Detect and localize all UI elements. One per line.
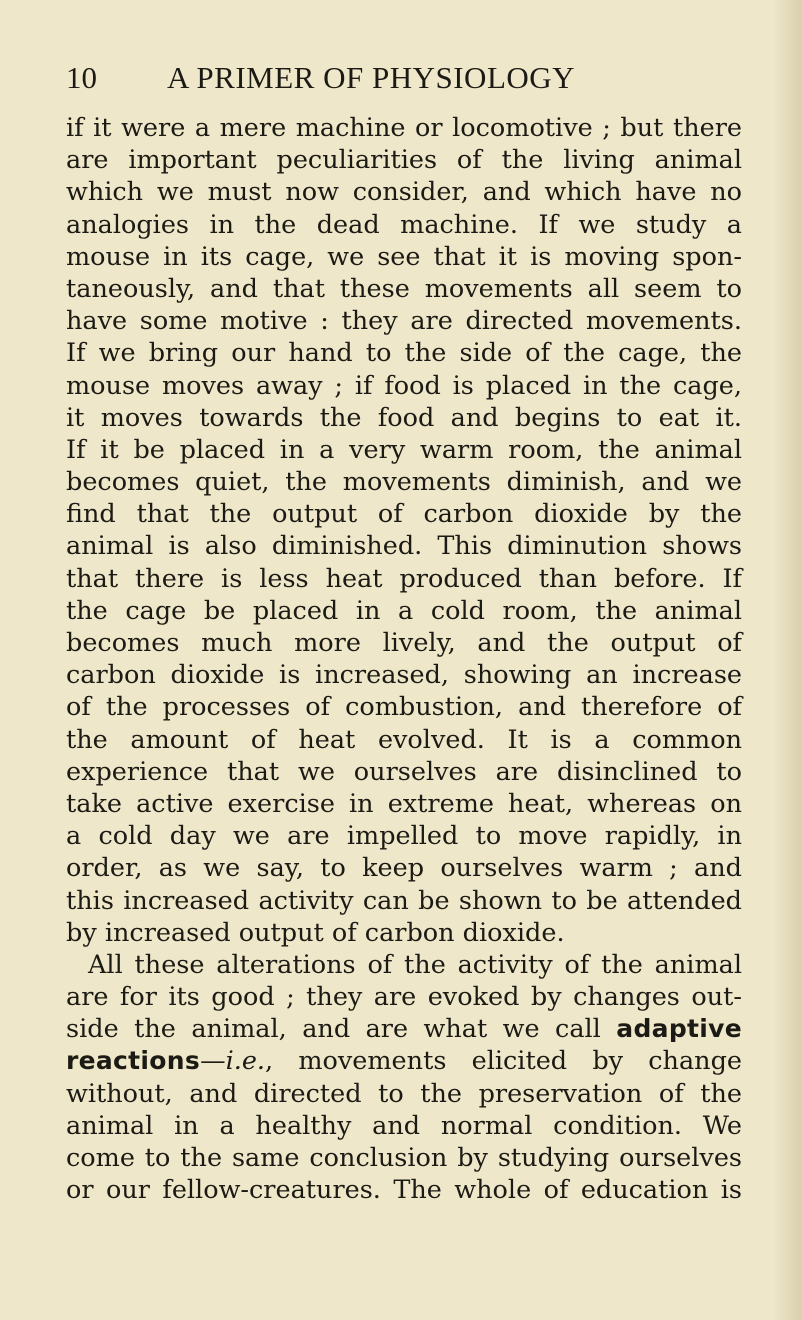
text-segment: side the animal, and are what we call: [66, 1014, 617, 1045]
text-line: are for its good ; they are evoked by changes out-: [66, 982, 742, 1013]
text-line: experience that we ourselves are disinclined to: [66, 756, 742, 787]
key-term: reactions: [66, 1046, 201, 1076]
text-line: If we bring our hand to the side of the cage, the: [66, 338, 742, 369]
text-segment: , movements elicited by change: [265, 1046, 742, 1077]
text-line: analogies in the dead machine. If we study a: [66, 209, 742, 240]
text-line: without, and directed to the preservation of the: [66, 1078, 742, 1109]
text-line-with-term: [66, 1045, 742, 1077]
text-line: are important peculiarities of the living animal: [66, 145, 742, 176]
text-line: by increased output of carbon dioxide.: [66, 917, 565, 948]
text-line: of the processes of combustion, and therefore of: [66, 692, 742, 723]
text-line: find that the output of carbon dioxide by the: [66, 499, 742, 530]
text-line: animal is also diminished. This diminution shows: [66, 531, 742, 562]
text-line: taneously, and that these movements all seem to: [66, 273, 742, 304]
text-line: mouse in its cage, we see that it is moving spon-: [66, 241, 742, 272]
text-line-with-term: [66, 1013, 742, 1045]
italic-abbreviation: i.e.: [225, 1046, 266, 1077]
text-line: a cold day we are impelled to move rapidly, in: [66, 821, 742, 852]
text-line: this increased activity can be shown to be attended: [66, 885, 742, 916]
text-line: come to the same conclusion by studying ourselves: [66, 1143, 742, 1173]
text-line: have some motive : they are directed movements.: [66, 306, 742, 337]
text-line: becomes much more lively, and the output of: [66, 628, 742, 658]
running-title: A PRIMER OF PHYSIOLOGY: [167, 60, 576, 95]
text-line: mouse moves away ; if food is placed in the cage,: [66, 370, 742, 401]
text-line: carbon dioxide is increased, showing an increase: [66, 660, 742, 691]
text-line: becomes quiet, the movements diminish, and we: [66, 467, 742, 498]
text-line: the cage be placed in a cold room, the animal: [66, 595, 742, 626]
text-line: take active exercise in extreme heat, whereas on: [66, 788, 742, 819]
page-edge-shadow: [773, 0, 801, 1320]
body-text: [66, 112, 742, 1206]
em-dash: —: [200, 1046, 226, 1077]
text-line: which we must now consider, and which have no: [66, 177, 742, 208]
text-line: animal in a healthy and normal condition. We: [66, 1110, 742, 1141]
text-line: that there is less heat produced than before. If: [66, 563, 742, 594]
text-line: or our fellow-creatures. The whole of education is: [66, 1175, 742, 1206]
text-line: order, as we say, to keep ourselves warm ; and: [66, 853, 742, 884]
page-number: 10: [66, 60, 97, 95]
paragraph-start-line: All these alterations of the activity of the animal: [88, 949, 742, 980]
text-line: the amount of heat evolved. It is a common: [66, 724, 742, 755]
running-head: [66, 56, 666, 100]
text-line: If it be placed in a very warm room, the animal: [66, 434, 742, 465]
text-line: if it were a mere machine or locomotive ; but there: [66, 113, 742, 143]
text-line: it moves towards the food and begins to eat it.: [66, 402, 742, 433]
key-term: adaptive: [616, 1014, 742, 1044]
